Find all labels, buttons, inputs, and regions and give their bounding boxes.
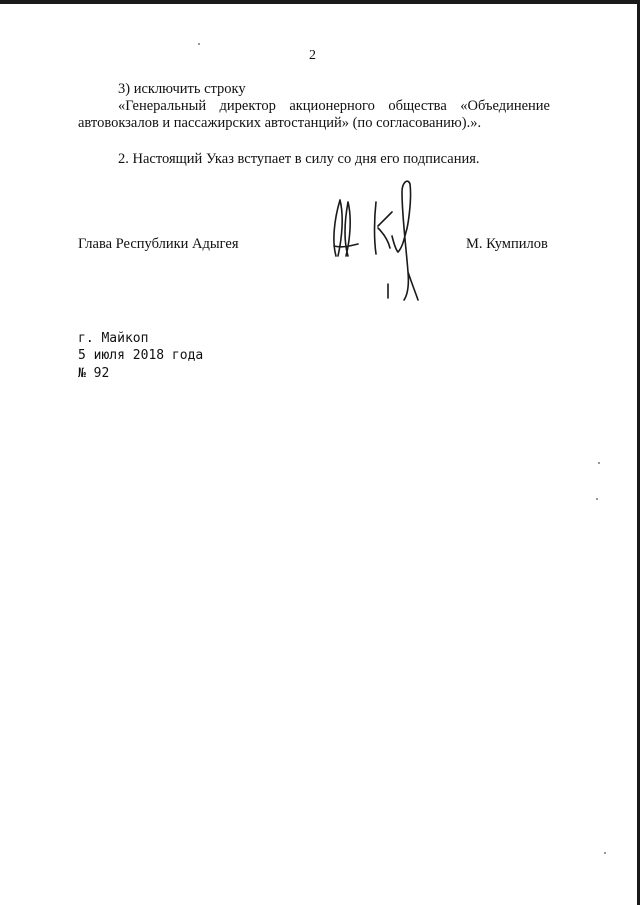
scan-speck — [598, 462, 600, 464]
handwritten-signature — [322, 176, 432, 304]
signatory-name: М. Кумпилов — [466, 236, 548, 252]
page-number: 2 — [309, 48, 316, 63]
scan-speck — [604, 852, 606, 854]
scan-speck — [198, 43, 200, 45]
footer-city: г. Майкоп — [78, 331, 149, 346]
item-2-line: 2. Настоящий Указ вступает в силу со дня его подписания. — [118, 151, 480, 167]
signatory-title: Глава Республики Адыгея — [78, 236, 239, 252]
scan-top-edge — [0, 0, 640, 4]
footer-date: 5 июля 2018 года — [78, 348, 204, 363]
quote-line-1: «Генеральный директор акционерного общества «Объединение — [118, 98, 550, 114]
scan-speck — [596, 498, 598, 500]
footer-number: № 92 — [78, 366, 110, 381]
quote-line-2: автовокзалов и пассажирских автостанций» (по согласованию).». — [78, 115, 482, 131]
item-3-line: 3) исключить строку — [118, 81, 246, 97]
